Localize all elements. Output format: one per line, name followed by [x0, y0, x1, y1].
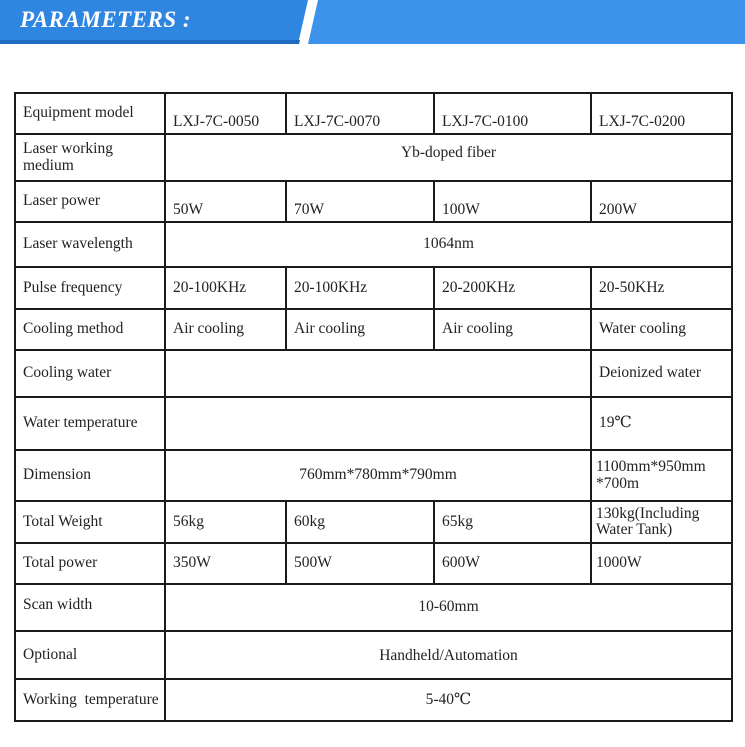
row-optional [15, 631, 732, 679]
value-cell: 20-200KHz [434, 267, 591, 309]
value-cell: 600W [434, 543, 591, 584]
row-cooling-method [15, 309, 732, 350]
row-total-power [15, 543, 732, 584]
parameters-table [14, 92, 733, 722]
row-total-weight [15, 501, 732, 543]
value-cell: 20-100KHz [286, 267, 434, 309]
row-laser-wavelength [15, 222, 732, 267]
row-water-temperature [15, 397, 732, 450]
label-working-temperature: Working temperature [15, 679, 165, 721]
label-equipment-model: Equipment model [15, 93, 165, 134]
label-laser-wavelength: Laser wavelength [15, 222, 165, 267]
value-water-temperature: 19℃ [591, 397, 732, 450]
label-scan-width: Scan width [15, 584, 165, 631]
value-cooling-water: Deionized water [591, 350, 732, 397]
value-cell: Air cooling [286, 309, 434, 350]
value-dimension-shared: 760mm*780mm*790mm [165, 450, 591, 501]
label-total-weight: Total Weight [15, 501, 165, 543]
label-water-temperature: Water temperature [15, 397, 165, 450]
row-scan-width [15, 584, 732, 631]
row-pulse-frequency [15, 267, 732, 309]
value-cell: 350W [165, 543, 286, 584]
value-scan-width: 10-60mm [165, 584, 732, 631]
value-cell: Air cooling [165, 309, 286, 350]
label-laser-working-medium: Laser working medium [15, 134, 165, 181]
parameters-banner [0, 0, 745, 44]
value-working-temperature: 5-40℃ [165, 679, 732, 721]
label-dimension: Dimension [15, 450, 165, 501]
model-cell: LXJ-7C-0050 [165, 93, 286, 134]
empty-cell [165, 350, 591, 397]
value-cell: 20-100KHz [165, 267, 286, 309]
label-cooling-water: Cooling water [15, 350, 165, 397]
value-optional: Handheld/Automation [165, 631, 732, 679]
label-cooling-method: Cooling method [15, 309, 165, 350]
value-cell: 60kg [286, 501, 434, 543]
value-cell: 65kg [434, 501, 591, 543]
empty-cell [165, 397, 591, 450]
value-cell: 70W [286, 181, 434, 222]
value-laser-wavelength: 1064nm [165, 222, 732, 267]
value-cell: 50W [165, 181, 286, 222]
value-cell: 1000W [591, 543, 732, 584]
value-laser-working-medium: Yb-doped fiber [165, 134, 732, 181]
model-cell: LXJ-7C-0070 [286, 93, 434, 134]
value-cell: 130kg(Including Water Tank) [591, 501, 732, 543]
value-cell: 200W [591, 181, 732, 222]
row-dimension [15, 450, 732, 501]
label-laser-power: Laser power [15, 181, 165, 222]
row-laser-power [15, 181, 732, 222]
value-cell: 56kg [165, 501, 286, 543]
banner-title: PARAMETERS : [20, 7, 192, 32]
value-cell: 100W [434, 181, 591, 222]
model-cell: LXJ-7C-0200 [591, 93, 732, 134]
value-cell: Air cooling [434, 309, 591, 350]
value-cell: 500W [286, 543, 434, 584]
label-optional: Optional [15, 631, 165, 679]
row-working-temperature [15, 679, 732, 721]
row-laser-working-medium [15, 134, 732, 181]
row-cooling-water [15, 350, 732, 397]
label-pulse-frequency: Pulse frequency [15, 267, 165, 309]
row-equipment-model [15, 93, 732, 134]
value-cell: Water cooling [591, 309, 732, 350]
label-total-power: Total power [15, 543, 165, 584]
model-cell: LXJ-7C-0100 [434, 93, 591, 134]
value-cell: 20-50KHz [591, 267, 732, 309]
value-dimension-last: 1100mm*950mm *700m [591, 450, 732, 501]
